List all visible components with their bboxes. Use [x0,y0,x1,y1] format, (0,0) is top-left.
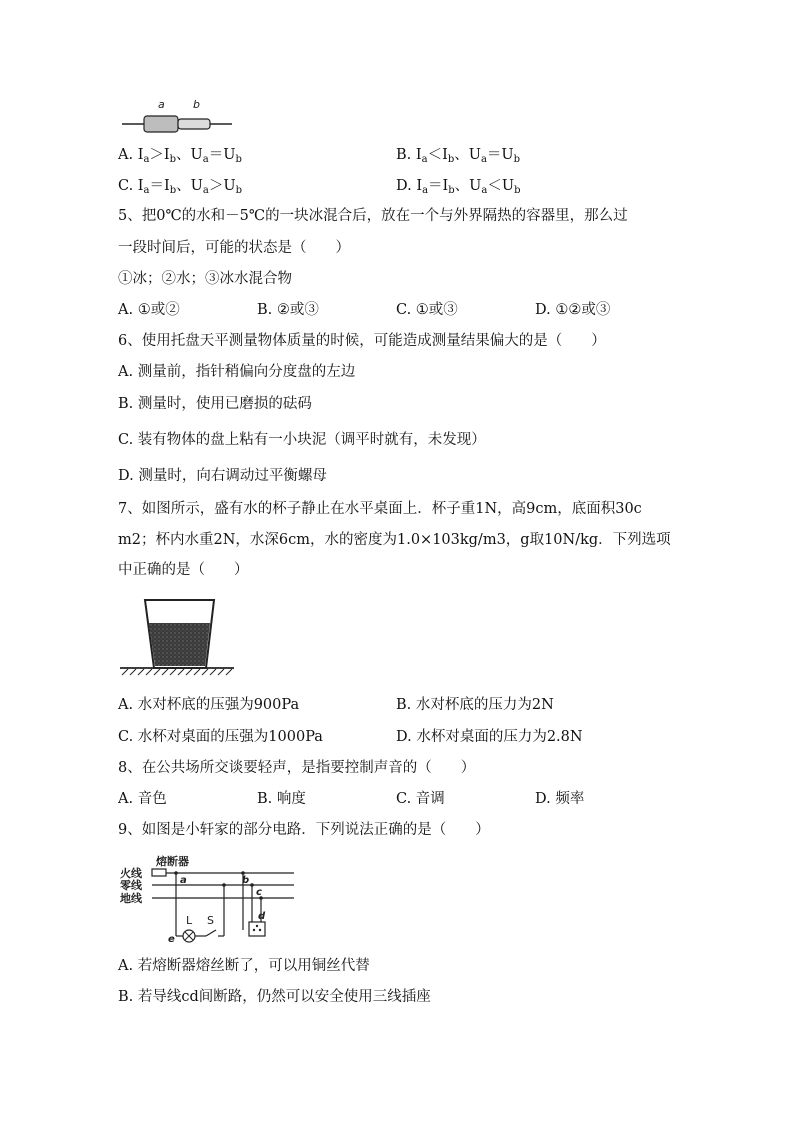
node-d-label: d [258,911,266,922]
q7-option-b: B. 水对杯底的压力为2N [396,697,554,713]
q7-stem-line1: 7、如图所示，盛有水的杯子静止在水平桌面上．杯子重1N，高9cm，底面积30c [118,501,642,517]
q4-option-a: A. $I_a>I_b$、$U_a=U_b$ [118,147,242,165]
fuse-label: 熔断器 [156,855,189,868]
circuit-figure [118,852,298,944]
q7-option-a: A. 水对杯底的压强为900Pa [118,697,300,713]
q4-option-c: C. $I_a=I_b$、$U_a>U_b$ [118,178,242,196]
q6-stem: 6、使用托盘天平测量物体质量的时候，可能造成测量结果偏大的是（ ） [118,333,606,349]
switch-label: S [207,914,214,927]
q4-option-b: B. $I_a<I_b$、$U_a=U_b$ [396,147,521,165]
switch-symbol [206,930,216,936]
q5-stem-line2: 一段时间后，可能的状态是（ ） [118,240,350,256]
figure-label-a: a [158,98,165,111]
node-e-label: e [168,934,175,944]
cup-figure [118,596,238,676]
q8-option-c: C. 音调 [396,791,445,807]
lamp-label: L [186,914,193,927]
socket-symbol [249,922,265,936]
figure-label-b: b [193,98,200,111]
q9-option-a: A. 若熔断器熔丝断了，可以用铜丝代替 [118,958,370,974]
q6-option-c: C. 装有物体的盘上粘有一小块泥（调平时就有，未发现） [118,432,486,448]
neutral-wire-label: 零线 [120,879,142,892]
live-wire-label: 火线 [120,867,142,880]
q5-option-b: B. ②或③ [257,302,319,318]
q8-option-d: D. 频率 [535,791,585,807]
node-b-label: b [242,875,250,886]
q9-option-b: B. 若导线cd间断路，仍然可以安全使用三线插座 [118,989,431,1005]
q8-stem: 8、在公共场所交谈要轻声，是指要控制声音的（ ） [118,760,476,776]
q5-option-a: A. ①或② [118,302,180,318]
conductor-figure [118,96,238,136]
q8-option-b: B. 响度 [257,791,306,807]
q7-option-d: D. 水杯对桌面的压力为2.8N [396,729,583,745]
fuse-symbol [152,869,166,876]
q5-option-d: D. ①②或③ [535,302,611,318]
q7-stem-line2: m2；杯内水重2N，水深6cm，水的密度为1.0×103kg/m3，g取10N/kg．下列选项 [118,532,671,548]
ground-wire-label: 地线 [120,892,142,905]
q9-stem: 9、如图是小轩家的部分电路．下列说法正确的是（ ） [118,822,490,838]
q7-option-c: C. 水杯对桌面的压强为1000Pa [118,729,323,745]
q6-option-d: D. 测量时，向右调动过平衡螺母 [118,468,327,484]
q5-stem-line3: ①冰；②水；③冰水混合物 [118,271,292,287]
q7-stem-line3: 中正确的是（ ） [118,562,249,578]
q5-stem-line1: 5、把0℃的水和－5℃的一块冰混合后，放在一个与外界隔热的容器里，那么过 [118,208,628,224]
q5-option-c: C. ①或③ [396,302,458,318]
q6-option-a: A. 测量前，指针稍偏向分度盘的左边 [118,364,356,380]
water-fill [149,623,210,666]
q6-option-b: B. 测量时，使用已磨损的砝码 [118,396,312,412]
q8-option-a: A. 音色 [118,791,167,807]
q4-option-d: D. $I_a=I_b$、$U_a<U_b$ [396,178,521,196]
node-c-label: c [256,887,262,898]
node-a-label: a [180,875,187,886]
